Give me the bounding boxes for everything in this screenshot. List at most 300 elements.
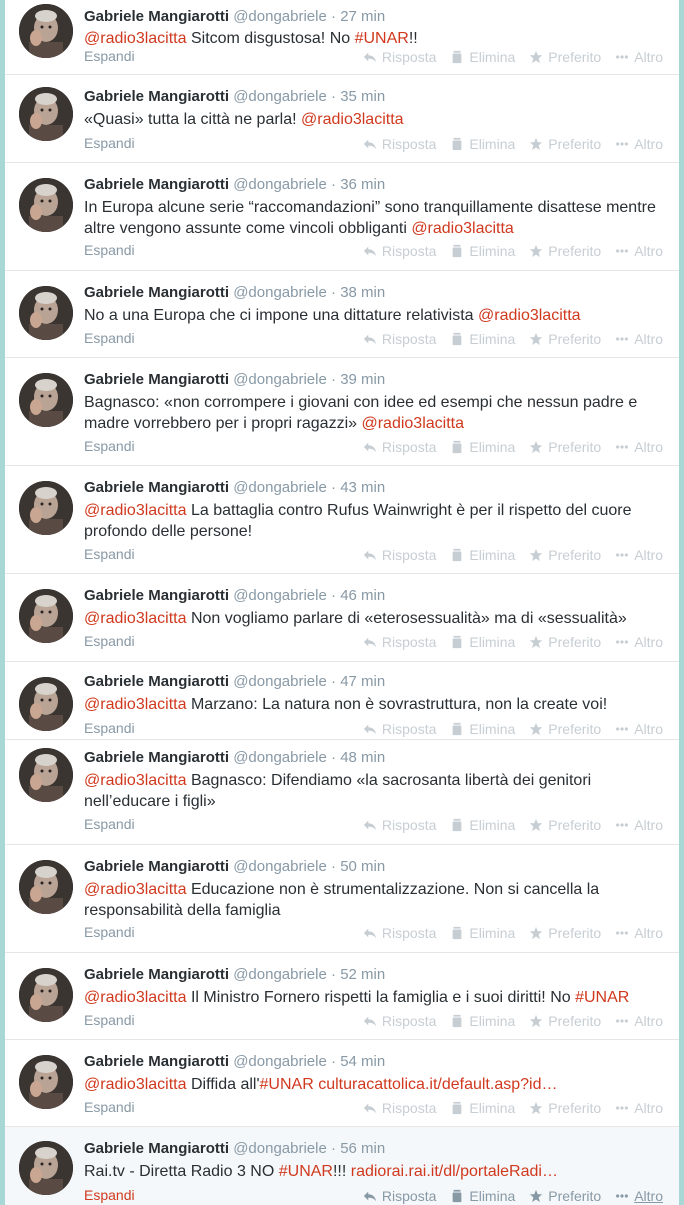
tweet-text <box>84 109 669 130</box>
reply-button[interactable] <box>363 634 436 650</box>
author-name[interactable]: Gabriele Mangiarotti <box>84 673 230 690</box>
more-button[interactable] <box>615 547 663 563</box>
timestamp[interactable]: 46 min <box>340 587 386 604</box>
trash-icon <box>450 635 464 649</box>
author-name[interactable]: Gabriele Mangiarotti <box>84 176 230 193</box>
timestamp[interactable]: 54 min <box>340 1053 386 1070</box>
avatar[interactable] <box>19 4 73 58</box>
reply-button[interactable] <box>363 331 436 347</box>
reply-button[interactable] <box>363 547 436 563</box>
author-name[interactable]: Gabriele Mangiarotti <box>84 8 230 25</box>
more-button[interactable] <box>615 1188 663 1204</box>
url-link[interactable]: culturacattolica.it/default.asp?id… <box>318 1076 558 1093</box>
reply-icon <box>363 1014 377 1028</box>
tweet-actions <box>363 331 663 347</box>
favorite-label: Preferito <box>548 1013 602 1029</box>
avatar[interactable] <box>19 87 73 141</box>
trash-icon <box>450 50 464 64</box>
star-icon <box>529 244 543 258</box>
separator-dot: · <box>326 479 341 496</box>
tweet-text <box>84 1161 669 1182</box>
author-handle[interactable]: @dongabriele <box>233 8 327 25</box>
star-icon <box>529 1014 543 1028</box>
more-label: Altro <box>634 1188 663 1204</box>
tweet-text-segment: Bagnasco: Difendiamo «la sacrosanta libertà dei genitori nell’educare i figli» <box>84 772 592 810</box>
reply-label: Risposta <box>381 1188 437 1204</box>
reply-label: Risposta <box>381 331 437 347</box>
tweet-actions <box>363 721 663 737</box>
timestamp[interactable]: 52 min <box>340 966 386 983</box>
tweet-text-segment: Educazione non è strumentalizzazione. Non si cancella la responsabilità della famiglia <box>84 881 600 919</box>
tweet-item[interactable] <box>5 662 679 740</box>
mention-link[interactable]: @radio3lacitta <box>84 30 187 47</box>
star-icon <box>529 818 543 832</box>
author-handle[interactable]: @dongabriele <box>233 371 327 388</box>
author-name[interactable]: Gabriele Mangiarotti <box>84 479 230 496</box>
tweet-text-segment: Non vogliamo parlare di «eterosessualità» ma di «sessualità» <box>186 610 627 627</box>
tweet-item[interactable] <box>5 75 679 163</box>
tweet-actions <box>363 1013 663 1029</box>
star-icon <box>529 50 543 64</box>
author-handle[interactable]: @dongabriele <box>233 858 327 875</box>
avatar[interactable] <box>19 178 73 232</box>
more-button[interactable] <box>615 1013 663 1029</box>
author-handle[interactable]: @dongabriele <box>233 749 327 766</box>
more-dots-icon <box>615 244 629 258</box>
tweet-text <box>84 1074 669 1095</box>
author-name[interactable]: Gabriele Mangiarotti <box>84 587 230 604</box>
favorite-label: Preferito <box>548 1100 602 1116</box>
mention-link[interactable]: @radio3lacitta <box>84 1076 187 1093</box>
reply-button[interactable] <box>363 1100 436 1116</box>
reply-icon <box>363 926 377 940</box>
tweet-item[interactable] <box>5 0 679 75</box>
reply-icon <box>363 137 377 151</box>
avatar[interactable] <box>19 1055 73 1109</box>
more-button[interactable] <box>615 243 663 259</box>
reply-icon <box>363 244 377 258</box>
favorite-button[interactable] <box>529 547 601 563</box>
star-icon <box>529 722 543 736</box>
delete-button[interactable] <box>450 634 515 650</box>
timestamp[interactable]: 50 min <box>340 858 386 875</box>
tweet-item[interactable] <box>5 740 679 845</box>
author-name[interactable]: Gabriele Mangiarotti <box>84 1053 230 1070</box>
separator-dot: · <box>326 176 341 193</box>
tweet-item[interactable] <box>5 358 679 466</box>
tweet-text-segment: Il Ministro Fornero rispetti la famiglia e i suoi diritti! No <box>186 989 576 1006</box>
reply-button[interactable] <box>363 817 436 833</box>
tweet-actions <box>363 925 663 941</box>
favorite-button[interactable] <box>529 439 601 455</box>
reply-label: Risposta <box>381 817 437 833</box>
reply-button[interactable] <box>363 49 436 65</box>
star-icon <box>529 1101 543 1115</box>
separator-dot: · <box>326 966 341 983</box>
timestamp[interactable]: 47 min <box>340 673 386 690</box>
hashtag-link[interactable]: #UNAR <box>278 1163 333 1180</box>
star-icon <box>529 137 543 151</box>
mention-link[interactable]: @radio3lacitta <box>478 307 581 324</box>
tweet-text <box>84 608 669 629</box>
delete-label: Elimina <box>469 925 516 941</box>
avatar[interactable] <box>19 481 73 535</box>
more-label: Altro <box>634 721 663 737</box>
separator-dot: · <box>326 587 341 604</box>
trash-icon <box>450 1101 464 1115</box>
favorite-label: Preferito <box>548 721 602 737</box>
separator-dot: · <box>326 284 341 301</box>
more-button[interactable] <box>615 634 663 650</box>
mention-link[interactable]: @radio3lacitta <box>84 696 187 713</box>
reply-button[interactable] <box>363 1013 436 1029</box>
more-dots-icon <box>615 926 629 940</box>
more-button[interactable] <box>615 49 663 65</box>
delete-button[interactable] <box>450 721 515 737</box>
reply-button[interactable] <box>363 721 436 737</box>
reply-label: Risposta <box>381 925 437 941</box>
delete-label: Elimina <box>469 547 516 563</box>
separator-dot: · <box>326 1053 341 1070</box>
avatar[interactable] <box>19 286 73 340</box>
tweet-text <box>84 500 669 542</box>
tweet-header <box>84 370 669 390</box>
favorite-button[interactable] <box>529 243 601 259</box>
mention-link[interactable]: @radio3lacitta <box>84 610 187 627</box>
author-handle[interactable]: @dongabriele <box>233 587 327 604</box>
reply-icon <box>363 1101 377 1115</box>
tweet-item[interactable] <box>5 1040 679 1127</box>
more-label: Altro <box>634 49 663 65</box>
more-dots-icon <box>615 818 629 832</box>
avatar[interactable] <box>19 373 73 427</box>
star-icon <box>529 926 543 940</box>
reply-label: Risposta <box>381 634 437 650</box>
tweet-actions <box>363 547 663 563</box>
reply-icon <box>363 722 377 736</box>
tweet-header <box>84 748 669 768</box>
reply-icon <box>363 440 377 454</box>
avatar[interactable] <box>19 968 73 1022</box>
tweet-header <box>84 586 669 606</box>
avatar[interactable] <box>19 748 73 802</box>
more-button[interactable] <box>615 925 663 941</box>
author-name[interactable]: Gabriele Mangiarotti <box>84 371 230 388</box>
expand-link[interactable]: Espandi <box>84 924 135 940</box>
favorite-button[interactable] <box>529 136 601 152</box>
reply-label: Risposta <box>381 243 437 259</box>
delete-label: Elimina <box>469 331 516 347</box>
favorite-button[interactable] <box>529 817 601 833</box>
reply-label: Risposta <box>381 439 437 455</box>
expand-link[interactable]: Espandi <box>84 242 135 258</box>
timestamp[interactable]: 39 min <box>340 371 386 388</box>
trash-icon <box>450 244 464 258</box>
delete-label: Elimina <box>469 1188 516 1204</box>
expand-link[interactable]: Espandi <box>84 816 135 832</box>
reply-button[interactable] <box>363 243 436 259</box>
reply-button[interactable] <box>363 439 436 455</box>
more-button[interactable] <box>615 439 663 455</box>
expand-link[interactable]: Espandi <box>84 633 135 649</box>
tweet-actions <box>363 136 663 152</box>
reply-icon <box>363 50 377 64</box>
star-icon <box>529 332 543 346</box>
url-link[interactable]: radiorai.rai.it/dl/portaleRadi… <box>350 1163 558 1180</box>
avatar[interactable] <box>19 589 73 643</box>
hashtag-link[interactable]: #UNAR <box>259 1076 314 1093</box>
author-handle[interactable]: @dongabriele <box>233 1140 327 1157</box>
favorite-label: Preferito <box>548 547 602 563</box>
timestamp[interactable]: 38 min <box>340 284 386 301</box>
author-name[interactable]: Gabriele Mangiarotti <box>84 966 230 983</box>
expand-link[interactable]: Espandi <box>84 720 135 736</box>
author-handle[interactable]: @dongabriele <box>233 1053 327 1070</box>
tweet-text-segment: La battaglia contro Rufus Wainwright è per il rispetto del cuore profondo delle persone! <box>84 502 632 540</box>
tweet-item[interactable] <box>5 1127 679 1205</box>
more-label: Altro <box>634 331 663 347</box>
delete-button[interactable] <box>450 1013 515 1029</box>
more-label: Altro <box>634 1013 663 1029</box>
delete-button[interactable] <box>450 439 515 455</box>
delete-button[interactable] <box>450 331 515 347</box>
tweet-header <box>84 7 669 27</box>
trash-icon <box>450 548 464 562</box>
delete-button[interactable] <box>450 49 515 65</box>
tweet-item[interactable] <box>5 953 679 1040</box>
more-label: Altro <box>634 634 663 650</box>
more-dots-icon <box>615 722 629 736</box>
favorite-button[interactable] <box>529 331 601 347</box>
tweet-header <box>84 283 669 303</box>
timestamp[interactable]: 43 min <box>340 479 386 496</box>
favorite-label: Preferito <box>548 925 602 941</box>
tweet-text-segment: !! <box>408 30 418 47</box>
tweet-text <box>84 879 669 921</box>
favorite-label: Preferito <box>548 136 602 152</box>
more-dots-icon <box>615 137 629 151</box>
reply-label: Risposta <box>381 547 437 563</box>
more-label: Altro <box>634 243 663 259</box>
tweet-text-segment: «Quasi» tutta la città ne parla! <box>84 111 302 128</box>
author-handle[interactable]: @dongabriele <box>233 479 327 496</box>
tweet-item[interactable] <box>5 466 679 574</box>
author-name[interactable]: Gabriele Mangiarotti <box>84 1140 230 1157</box>
reply-label: Risposta <box>381 721 437 737</box>
expand-link[interactable]: Espandi <box>84 135 135 151</box>
more-dots-icon <box>615 1014 629 1028</box>
expand-link[interactable]: Espandi <box>84 546 135 562</box>
tweet-text-segment: No a una Europa che ci impone una dittature relativista <box>84 307 479 324</box>
reply-icon <box>363 548 377 562</box>
mention-link[interactable]: @radio3lacitta <box>301 111 404 128</box>
favorite-label: Preferito <box>548 49 602 65</box>
delete-button[interactable] <box>450 1100 515 1116</box>
tweet-actions <box>363 439 663 455</box>
reply-label: Risposta <box>381 49 437 65</box>
separator-dot: · <box>326 673 341 690</box>
timestamp[interactable]: 36 min <box>340 176 386 193</box>
tweet-header <box>84 478 669 498</box>
trash-icon <box>450 818 464 832</box>
reply-button[interactable] <box>363 925 436 941</box>
tweet-text <box>84 28 669 49</box>
more-label: Altro <box>634 925 663 941</box>
delete-label: Elimina <box>469 721 516 737</box>
tweet-actions <box>363 1188 663 1204</box>
tweet-text-segment: Bagnasco: «non corrompere i giovani con idee ed esempi che nessun padre e madre vorrebbero per i propri ragazzi» <box>84 394 638 432</box>
tweet-item[interactable] <box>5 845 679 953</box>
delete-button[interactable] <box>450 1188 515 1204</box>
tweet-text <box>84 694 669 715</box>
more-button[interactable] <box>615 1100 663 1116</box>
separator-dot: · <box>326 8 341 25</box>
delete-label: Elimina <box>469 817 516 833</box>
reply-label: Risposta <box>381 136 437 152</box>
author-handle[interactable]: @dongabriele <box>233 176 327 193</box>
author-name[interactable]: Gabriele Mangiarotti <box>84 88 230 105</box>
favorite-button[interactable] <box>529 49 601 65</box>
tweet-actions <box>363 49 663 65</box>
trash-icon <box>450 722 464 736</box>
more-dots-icon <box>615 1101 629 1115</box>
mention-link[interactable]: @radio3lacitta <box>411 220 514 237</box>
delete-button[interactable] <box>450 243 515 259</box>
trash-icon <box>450 332 464 346</box>
expand-link[interactable]: Espandi <box>84 1187 135 1203</box>
star-icon <box>529 440 543 454</box>
tweet-text-segment: In Europa alcune serie “raccomandazioni” sono tranquillamente disattese mentre altre vengono assunte come vincoli obbliganti <box>84 199 656 237</box>
reply-icon <box>363 635 377 649</box>
favorite-button[interactable] <box>529 1188 601 1204</box>
mention-link[interactable]: @radio3lacitta <box>84 989 187 1006</box>
tweet-header <box>84 965 669 985</box>
more-dots-icon <box>615 1189 629 1203</box>
reply-button[interactable] <box>363 1188 436 1204</box>
star-icon <box>529 548 543 562</box>
star-icon <box>529 1189 543 1203</box>
delete-label: Elimina <box>469 49 516 65</box>
favorite-button[interactable] <box>529 925 601 941</box>
reply-icon <box>363 1189 377 1203</box>
more-label: Altro <box>634 817 663 833</box>
timestamp[interactable]: 27 min <box>340 8 386 25</box>
hashtag-link[interactable]: #UNAR <box>575 989 630 1006</box>
tweet-actions <box>363 817 663 833</box>
mention-link[interactable]: @radio3lacitta <box>84 502 187 519</box>
tweet-text <box>84 392 669 434</box>
tweet-header <box>84 175 669 195</box>
tweet-header <box>84 1052 669 1072</box>
reply-button[interactable] <box>363 136 436 152</box>
trash-icon <box>450 1189 464 1203</box>
more-button[interactable] <box>615 817 663 833</box>
reply-label: Risposta <box>381 1013 437 1029</box>
tweet-text-segment: Diffida all' <box>186 1076 260 1093</box>
more-dots-icon <box>615 635 629 649</box>
favorite-button[interactable] <box>529 1013 601 1029</box>
author-handle[interactable]: @dongabriele <box>233 88 327 105</box>
tweet-item[interactable] <box>5 163 679 271</box>
author-handle[interactable]: @dongabriele <box>233 284 327 301</box>
favorite-label: Preferito <box>548 331 602 347</box>
avatar[interactable] <box>19 677 73 731</box>
trash-icon <box>450 926 464 940</box>
more-dots-icon <box>615 50 629 64</box>
separator-dot: · <box>326 88 341 105</box>
tweet-text-segment: Rai.tv - Diretta Radio 3 NO <box>84 1163 279 1180</box>
delete-button[interactable] <box>450 817 515 833</box>
more-button[interactable] <box>615 136 663 152</box>
more-label: Altro <box>634 547 663 563</box>
delete-button[interactable] <box>450 136 515 152</box>
favorite-label: Preferito <box>548 243 602 259</box>
author-handle[interactable]: @dongabriele <box>233 673 327 690</box>
expand-link[interactable]: Espandi <box>84 1099 135 1115</box>
favorite-button[interactable] <box>529 634 601 650</box>
author-name[interactable]: Gabriele Mangiarotti <box>84 749 230 766</box>
avatar[interactable] <box>19 1141 73 1195</box>
tweet-text <box>84 197 669 239</box>
timestamp[interactable]: 48 min <box>340 749 386 766</box>
avatar[interactable] <box>19 860 73 914</box>
trash-icon <box>450 1014 464 1028</box>
more-dots-icon <box>615 548 629 562</box>
tweet-header <box>84 857 669 877</box>
delete-button[interactable] <box>450 547 515 563</box>
expand-link[interactable]: Espandi <box>84 438 135 454</box>
tweet-item[interactable] <box>5 574 679 662</box>
more-button[interactable] <box>615 331 663 347</box>
delete-button[interactable] <box>450 925 515 941</box>
favorite-label: Preferito <box>548 439 602 455</box>
timestamp[interactable]: 35 min <box>340 88 386 105</box>
tweet-text-segment: !!! <box>332 1163 351 1180</box>
trash-icon <box>450 440 464 454</box>
more-label: Altro <box>634 136 663 152</box>
separator-dot: · <box>326 371 341 388</box>
tweet-item[interactable] <box>5 271 679 358</box>
author-handle[interactable]: @dongabriele <box>233 966 327 983</box>
tweet-header <box>84 672 669 692</box>
author-name[interactable]: Gabriele Mangiarotti <box>84 284 230 301</box>
expand-link[interactable]: Espandi <box>84 330 135 346</box>
mention-link[interactable]: @radio3lacitta <box>84 881 187 898</box>
author-name[interactable]: Gabriele Mangiarotti <box>84 858 230 875</box>
separator-dot: · <box>326 1140 341 1157</box>
timestamp[interactable]: 56 min <box>340 1140 386 1157</box>
tweet-text-segment: Marzano: La natura non è sovrastruttura, non la create voi! <box>186 696 608 713</box>
mention-link[interactable]: @radio3lacitta <box>84 772 187 789</box>
tweet-actions <box>363 634 663 650</box>
delete-label: Elimina <box>469 1100 516 1116</box>
tweet-actions <box>363 243 663 259</box>
reply-icon <box>363 332 377 346</box>
hashtag-link[interactable]: #UNAR <box>354 30 409 47</box>
more-label: Altro <box>634 1100 663 1116</box>
favorite-button[interactable] <box>529 1100 601 1116</box>
delete-label: Elimina <box>469 1013 516 1029</box>
mention-link[interactable]: @radio3lacitta <box>361 415 464 432</box>
separator-dot: · <box>326 858 341 875</box>
expand-link[interactable]: Espandi <box>84 48 135 64</box>
expand-link[interactable]: Espandi <box>84 1012 135 1028</box>
favorite-label: Preferito <box>548 1188 602 1204</box>
more-dots-icon <box>615 440 629 454</box>
more-button[interactable] <box>615 721 663 737</box>
more-label: Altro <box>634 439 663 455</box>
favorite-button[interactable] <box>529 721 601 737</box>
